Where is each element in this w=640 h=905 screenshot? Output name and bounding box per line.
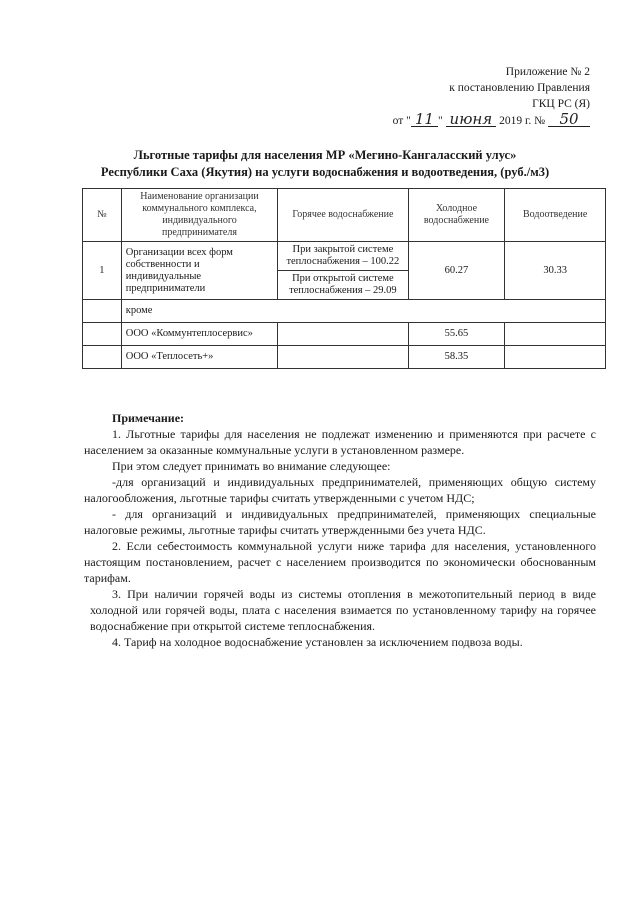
note-3: 3. При наличии горячей воды из системы отопления в межотопительный период в виде холодной или горячей воды, плата с населения взимается по установленному тарифу на горячее водоснабжение при открытой системе теплоснабжения. bbox=[90, 587, 596, 633]
row2-org: ООО «Коммунтеплосервис» bbox=[121, 323, 277, 346]
notes-heading: Примечание: bbox=[112, 411, 185, 425]
row2-hot bbox=[278, 323, 408, 346]
notes-section bbox=[84, 410, 596, 650]
except-num bbox=[83, 300, 122, 323]
title-line-2: Республики Саха (Якутия) на услуги водоснабжения и водоотведения, (руб./м3) bbox=[100, 165, 550, 179]
tariff-table bbox=[82, 188, 606, 369]
note-4: 4. Тариф на холодное водоснабжение установлен за исключением подвоза воды. bbox=[112, 635, 523, 649]
row1-num: 1 bbox=[83, 242, 122, 300]
row2-drain bbox=[505, 323, 606, 346]
row3-cold: 58.35 bbox=[408, 346, 505, 369]
table-header-row bbox=[83, 189, 606, 242]
row3-num bbox=[83, 346, 122, 369]
row1-hot-cell bbox=[278, 242, 408, 300]
header-num: № bbox=[83, 189, 122, 242]
year-text: 2019 г. № bbox=[499, 115, 546, 127]
header-hot: Горячее водоснабжение bbox=[278, 189, 408, 242]
row2-num bbox=[83, 323, 122, 346]
appendix-line-2: к постановлению Правления bbox=[449, 82, 590, 94]
date-quote: " bbox=[437, 115, 443, 127]
handwritten-month: июня bbox=[446, 112, 497, 127]
row1-org: Организации всех форм собственности и индивидуальные предприниматели bbox=[121, 242, 277, 300]
table-row bbox=[83, 346, 606, 369]
note-2: 2. Если себестоимость коммунальной услуги ниже тарифа для населения, установленного настоящим постановлением, расчет с населением производится по экономически обоснованным тарифам. bbox=[84, 539, 596, 585]
row3-org: ООО «Теплосеть+» bbox=[121, 346, 277, 369]
table-row bbox=[83, 242, 606, 300]
row1-hot-open: При открытой системе теплоснабжения – 29.09 bbox=[278, 270, 407, 299]
row3-drain bbox=[505, 346, 606, 369]
row3-hot bbox=[278, 346, 408, 369]
row2-cold: 55.65 bbox=[408, 323, 505, 346]
note-1-special-tax: - для организаций и индивидуальных предпринимателей, применяющих специальные налоговые режимы, льготные тарифы считать утвержденными без учета НДС. bbox=[84, 507, 596, 537]
note-1: 1. Льготные тарифы для населения не подлежат изменению и применяются при расчете с населением за оказанные коммунальные услуги в установленном размере. bbox=[84, 427, 596, 457]
note-1-condition: При этом следует принимать во внимание следующее: bbox=[112, 459, 391, 473]
document-title bbox=[70, 147, 580, 181]
header-org: Наименование организации коммунального комплекса, индивидуального предпринимателя bbox=[121, 189, 277, 242]
appendix-block bbox=[360, 64, 590, 129]
row1-cold: 60.27 bbox=[408, 242, 505, 300]
row1-drain: 30.33 bbox=[505, 242, 606, 300]
table-row bbox=[83, 323, 606, 346]
except-label: кроме bbox=[121, 300, 605, 323]
handwritten-number: 50 bbox=[548, 112, 590, 127]
title-line-1: Льготные тарифы для населения МР «Мегино-Кангаласский улус» bbox=[133, 148, 517, 162]
header-drain: Водоотведение bbox=[505, 189, 606, 242]
date-prefix: от " bbox=[392, 115, 411, 127]
row1-hot-closed: При закрытой системе теплоснабжения – 100.22 bbox=[286, 244, 400, 267]
handwritten-day: 11 bbox=[411, 112, 438, 127]
table-row bbox=[83, 300, 606, 323]
appendix-date-line bbox=[360, 112, 590, 129]
header-cold: Холодное водоснабжение bbox=[408, 189, 505, 242]
note-1-general-tax: -для организаций и индивидуальных предпринимателей, применяющих общую систему налогообложения, льготные тарифы считать утвержденными с учетом НДС; bbox=[84, 475, 596, 505]
appendix-line-1: Приложение № 2 bbox=[505, 66, 590, 78]
appendix-line-3: ГКЦ РС (Я) bbox=[532, 98, 590, 110]
